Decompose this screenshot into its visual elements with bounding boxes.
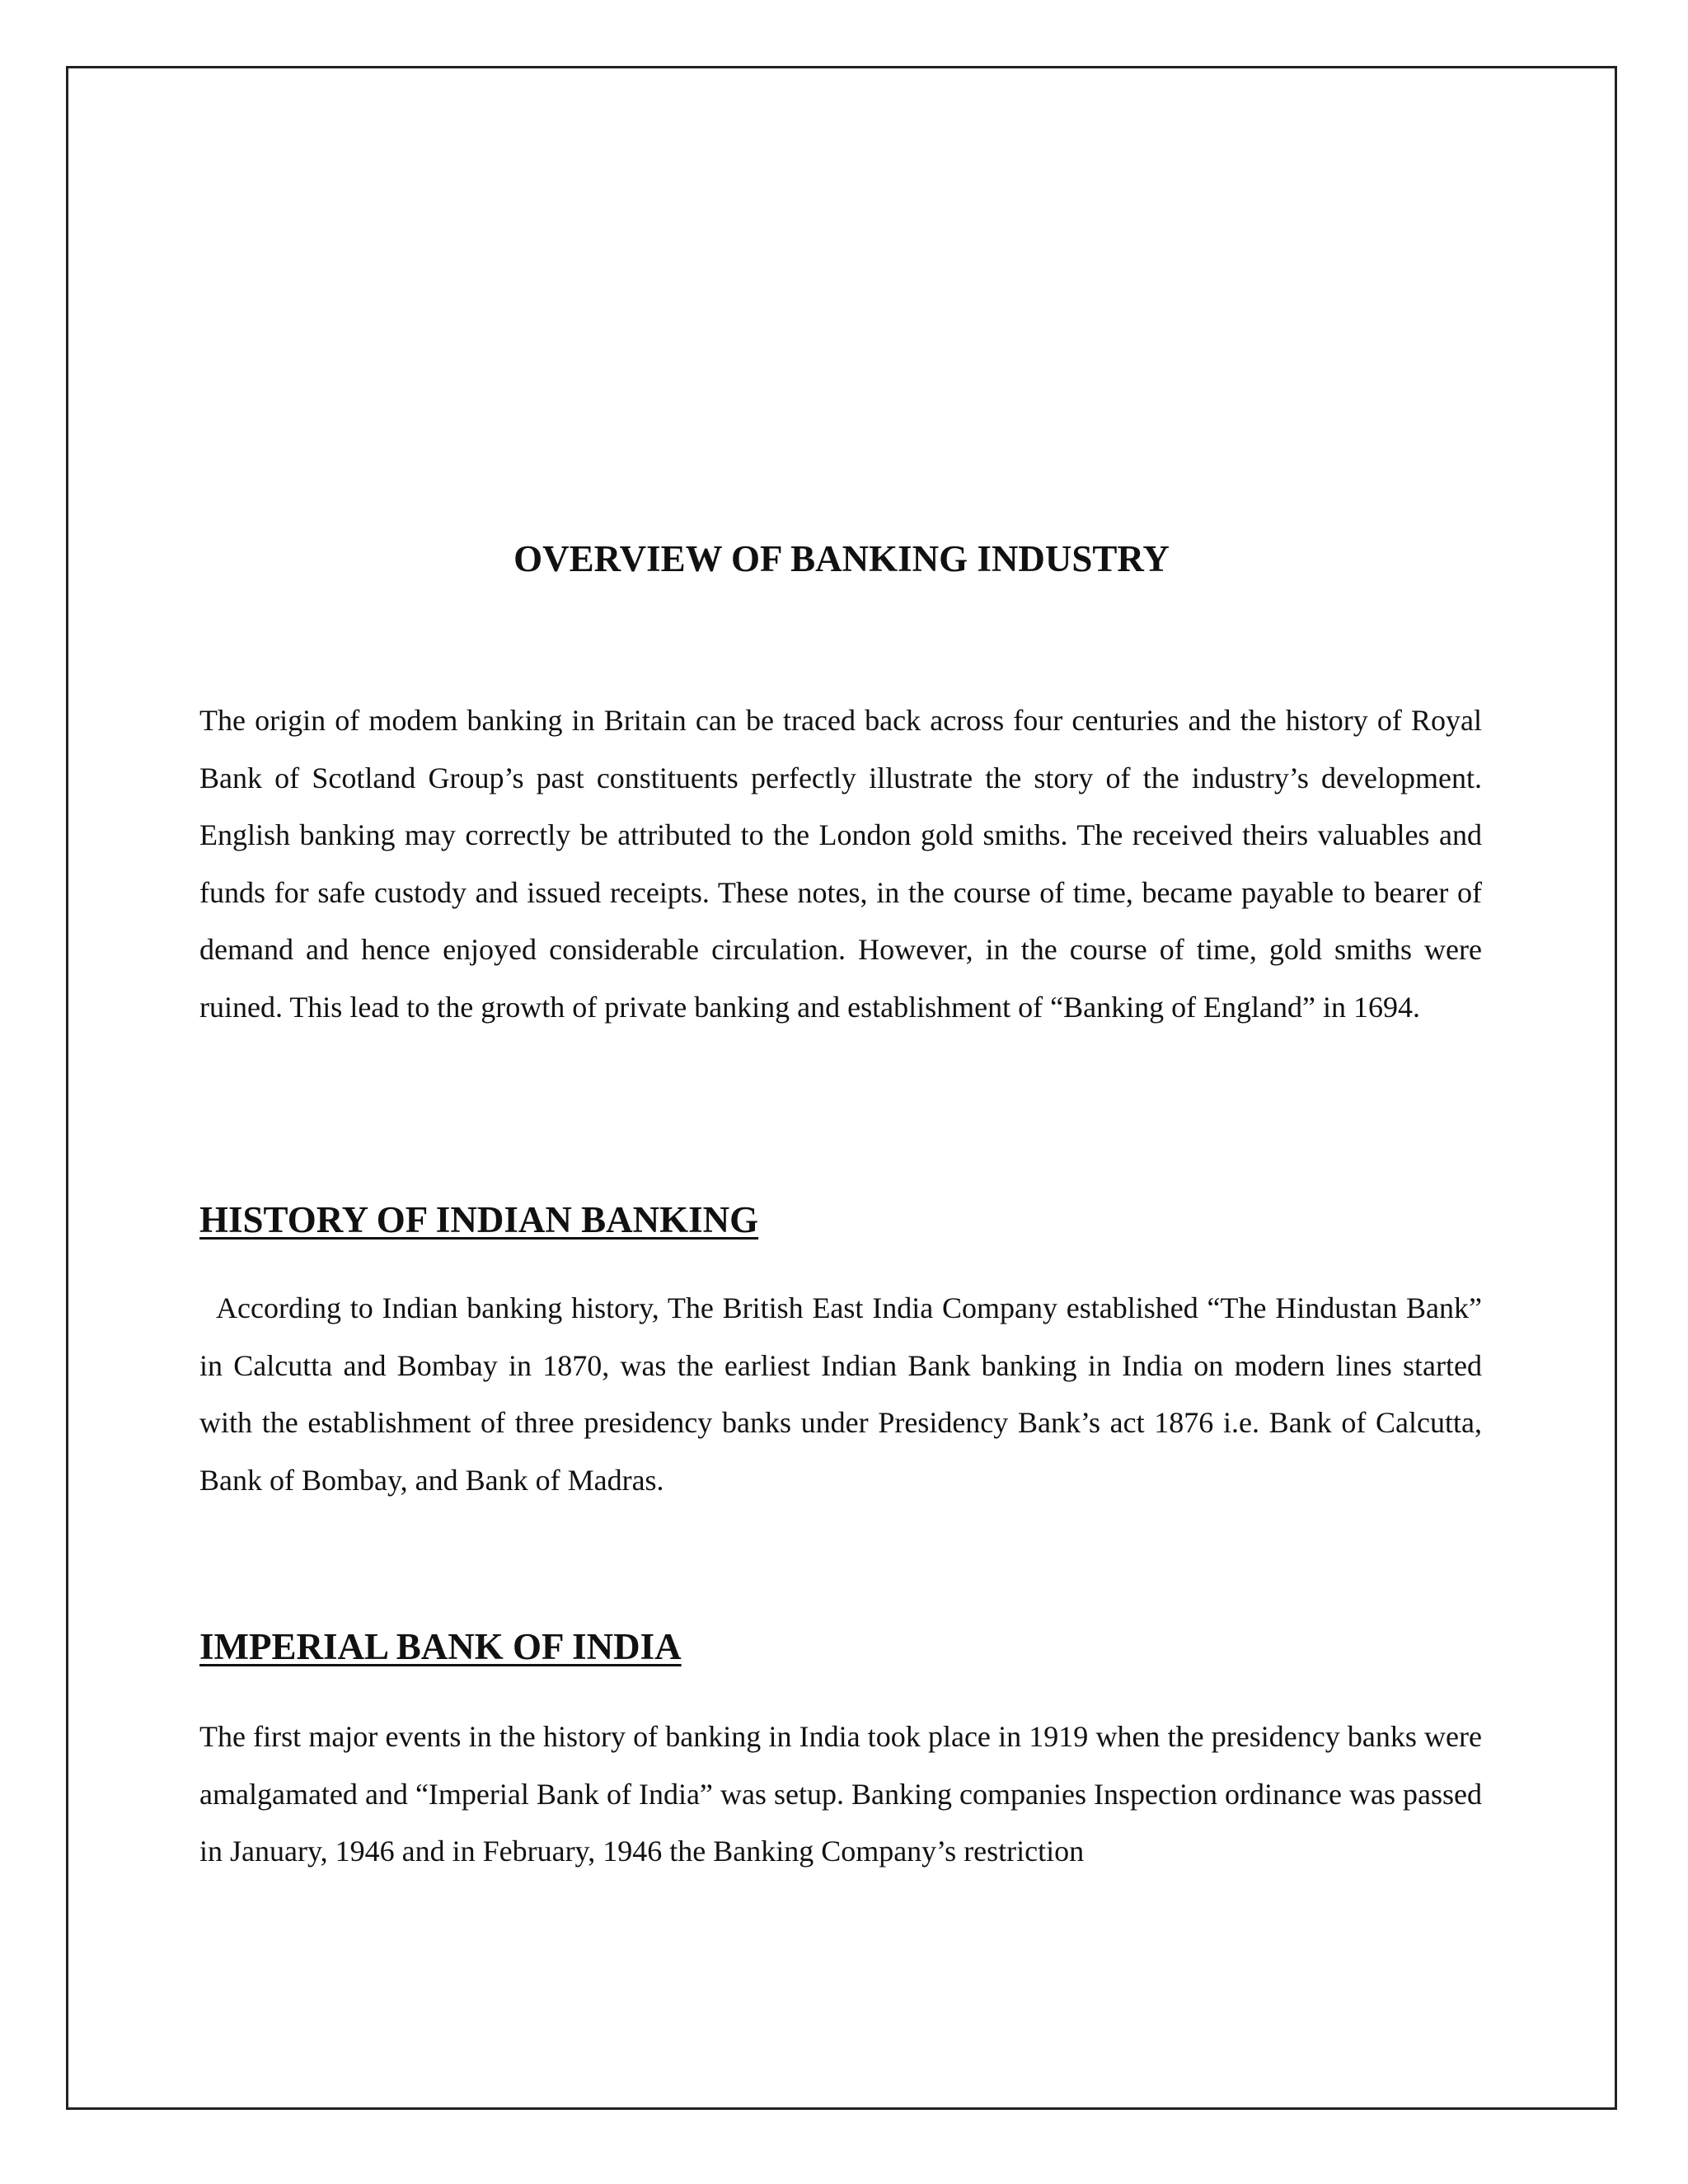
heading-imperial-bank-of-india: IMPERIAL BANK OF INDIA [199,1626,682,1667]
page-title: OVERVIEW OF BANKING INDUSTRY [513,538,1170,579]
paragraph-overview: The origin of modem banking in Britain can be traced back across four centuries and the history of Royal Bank of Scotland Group’s past constituents perfectly illustrate the story of the industry’s development. English banking may correctly be attributed to the London gold smiths. The received theirs valuables and funds for safe custody and issued receipts. These notes, in the course of time, became payable to bearer of demand and hence enjoyed considerable circulation. However, in the course of time, gold smiths were ruined. This lead to the growth of private banking and establishment of “Banking of England” in 1694. [199,704,1482,1024]
heading-history-of-indian-banking: HISTORY OF INDIAN BANKING [199,1199,759,1240]
paragraph-history-of-indian-banking: According to Indian banking history, The British East India Company established “The Hindustan Bank” in Calcutta and Bombay in 1870, was the earliest Indian Bank banking in India on modern lines started with the establishment of three presidency banks under Presidency Bank’s act 1876 i.e. Bank of Calcutta, Bank of Bombay, and Bank of Madras. [199,1291,1482,1497]
paragraph-imperial-bank-of-india: The first major events in the history of banking in India took place in 1919 when the presidency banks were amalgamated and “Imperial Bank of India” was setup. Banking companies Inspection ordinance was passed in January, 1946 and in February, 1946 the Banking Company’s restriction [199,1720,1482,1868]
